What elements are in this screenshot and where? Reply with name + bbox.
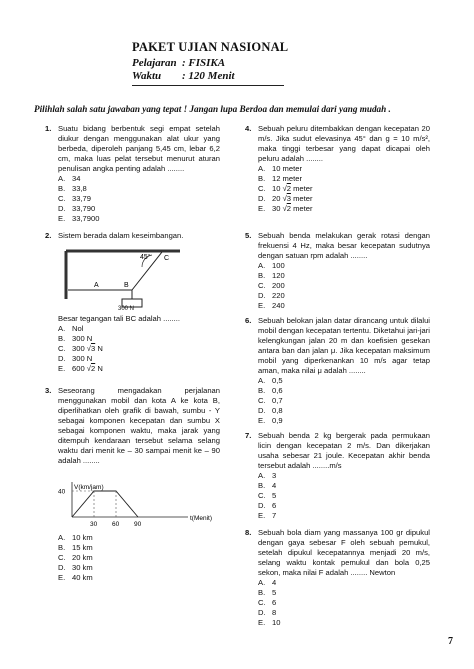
option-e[interactable]: E. 33,7900 — [58, 214, 100, 223]
question-text: Seseorang mengadakan perjalanan menggunakan mobil dan kota A ke kota B, diperlihatkan oleh grafik di bawah, sumbu - Y sebagai komponen kecepatan dan sumbu X sebagai komponen waktu, maka jarak yang ditempuh kendaraan tersebut selama selang waktu dari menit ke – 30 sampai menit ke – 90 adalah ........ — [58, 386, 220, 465]
option-c[interactable]: C. 33,79 — [58, 194, 92, 203]
question-text: Sebuah benda 2 kg bergerak pada permukaan licin dengan kecepatan 2 m/s. Dan dikerjakan usaha sebesar 21 joule. Kecepatan akhir benda tersebut adalah ........m/s — [258, 431, 430, 470]
question-5 — [245, 231, 430, 311]
question-2-answers — [45, 314, 220, 374]
question-text-2: Besar tegangan tali BC adalah ........ — [58, 314, 180, 323]
x-tick-label: 90 — [134, 521, 142, 528]
point-a: A — [94, 282, 99, 289]
option-a[interactable]: A. 4 — [258, 578, 277, 587]
question-7 — [245, 431, 430, 521]
option-a[interactable]: A. 10 meter — [258, 164, 302, 173]
option-b[interactable]: B. 15 km — [58, 543, 93, 552]
option-c[interactable]: C. 300 √3 N — [58, 344, 103, 353]
question-text: Sebuah belokan jalan datar dirancang untuk dilalui mobil dengan kecepatan tertentu. Diketahui jari-jari kelengkungan jalan 20 m dan koefisien gesekan antara ban dan jalan μ. Jika kecepatan maksimum mobil yang diperkenankan 10 m/s agar tetap aman, maka nilai μ adalah ........ — [258, 316, 430, 375]
subject-row — [132, 57, 225, 69]
option-e[interactable]: E. 7 — [258, 511, 277, 520]
question-4 — [245, 124, 430, 214]
load-label: 300 N — [118, 306, 135, 312]
question-number: 3. — [45, 386, 52, 395]
angle-label: 45° — [140, 254, 151, 261]
question-number: 8. — [245, 528, 252, 537]
option-c[interactable]: C. 20 km — [58, 553, 93, 562]
option-b[interactable]: B. 5 — [258, 588, 277, 597]
option-a[interactable]: A. 3 — [258, 471, 277, 480]
x-tick-label: 30 — [90, 521, 98, 528]
option-e[interactable]: E. 10 — [258, 618, 281, 627]
option-d[interactable]: D. 30 km — [58, 563, 93, 572]
subject-value: : FISIKA — [182, 57, 226, 69]
option-a[interactable]: A. Nol — [58, 324, 84, 333]
option-e[interactable]: E. 0,9 — [258, 416, 283, 425]
option-b[interactable]: B. 4 — [258, 481, 277, 490]
question-1 — [45, 124, 220, 224]
option-c[interactable]: C. 5 — [258, 491, 277, 500]
option-a[interactable]: A. 0,5 — [258, 376, 283, 385]
velocity-time-chart — [56, 480, 216, 535]
option-d[interactable]: D. 33,790 — [58, 204, 96, 213]
page-number: 7 — [448, 636, 453, 647]
option-e[interactable]: E. 600 √2 N — [58, 364, 103, 373]
y-axis-label: V(km/jam) — [74, 484, 104, 491]
option-e[interactable]: E. 240 — [258, 301, 285, 310]
point-c: C — [164, 255, 170, 262]
velocity-line — [72, 491, 138, 517]
question-number: 2. — [45, 231, 52, 240]
option-c[interactable]: C. 10 √2 meter — [258, 184, 313, 193]
question-number: 1. — [45, 124, 52, 133]
time-key: Waktu — [132, 70, 162, 82]
time-row — [132, 70, 235, 82]
option-d[interactable]: D. 20 √3 meter — [258, 194, 313, 203]
option-b[interactable]: B. 300 N — [58, 334, 93, 343]
option-e[interactable]: E. 30 √2 meter — [258, 204, 313, 213]
question-number: 4. — [245, 124, 252, 133]
question-2 — [45, 231, 220, 241]
question-3 — [45, 386, 220, 466]
option-a[interactable]: A. 34 — [58, 174, 81, 183]
time-value: : 120 Menit — [182, 70, 235, 82]
option-d[interactable]: D. 300 N — [58, 354, 93, 363]
option-a[interactable]: A. 100 — [258, 261, 285, 270]
question-8 — [245, 528, 430, 628]
instruction: Pilihlah salah satu jawaban yang tepat ! Jangan lupa Berdoa dan memulai dari yang mudah . — [34, 104, 391, 114]
option-a[interactable]: A. 10 km — [58, 533, 93, 542]
question-text: Sebuah benda melakukan gerak rotasi dengan frekuensi 4 Hz, maka besar kecepatan sudutnya dengan satuan rpm adalah ........ — [258, 231, 430, 260]
question-text: Sistem berada dalam keseimbangan. — [58, 231, 184, 240]
subject-key: Pelajaran — [132, 57, 177, 69]
option-d[interactable]: D. 8 — [258, 608, 277, 617]
header-divider — [132, 85, 284, 86]
question-text: Sebuah bola diam yang massanya 100 gr dipukul dengan gaya sebesar F oleh sebuah pemukul, setelah dipukul kecepatannya menjadi 20 m/s, selang waktu kontak pemukul dan bola 0,25 sekon, maka nilai F adalah ........ Newton — [258, 528, 430, 577]
point-b: B — [124, 282, 129, 289]
option-d[interactable]: D. 6 — [258, 501, 277, 510]
option-b[interactable]: B. 12 meter — [258, 174, 302, 183]
option-d[interactable]: D. 220 — [258, 291, 285, 300]
option-b[interactable]: B. 0,6 — [258, 386, 283, 395]
equilibrium-figure — [60, 243, 190, 313]
question-6 — [245, 316, 430, 426]
option-c[interactable]: C. 200 — [258, 281, 285, 290]
option-e[interactable]: E. 40 km — [58, 573, 93, 582]
question-number: 6. — [245, 316, 252, 325]
question-number: 5. — [245, 231, 252, 240]
question-text: Sebuah peluru ditembakkan dengan kecepatan 20 m/s. Jika sudut elevasinya 45° dan g = 10 m/s², maka tinggi terbesar yang dapat dicapai oleh peluru adalah ........ — [258, 124, 430, 163]
question-text: Suatu bidang berbentuk segi empat setelah diukur dengan menggunakan alat ukur yang berbeda, diperoleh panjang 5,45 cm, lebar 6,2 cm, maka luas pelat tersebut menurut aturan penulisan angka penting adalah ........ — [58, 124, 220, 173]
exam-title: PAKET UJIAN NASIONAL — [132, 40, 289, 54]
question-number: 7. — [245, 431, 252, 440]
option-b[interactable]: B. 33,8 — [58, 184, 87, 193]
x-axis-label: t(Menit) — [190, 515, 213, 522]
x-tick-label: 60 — [112, 521, 120, 528]
y-tick-label: 40 — [58, 488, 66, 496]
option-b[interactable]: B. 120 — [258, 271, 285, 280]
question-3-answers — [45, 533, 220, 583]
option-c[interactable]: C. 0,7 — [258, 396, 283, 405]
option-d[interactable]: D. 0,8 — [258, 406, 283, 415]
option-c[interactable]: C. 6 — [258, 598, 277, 607]
